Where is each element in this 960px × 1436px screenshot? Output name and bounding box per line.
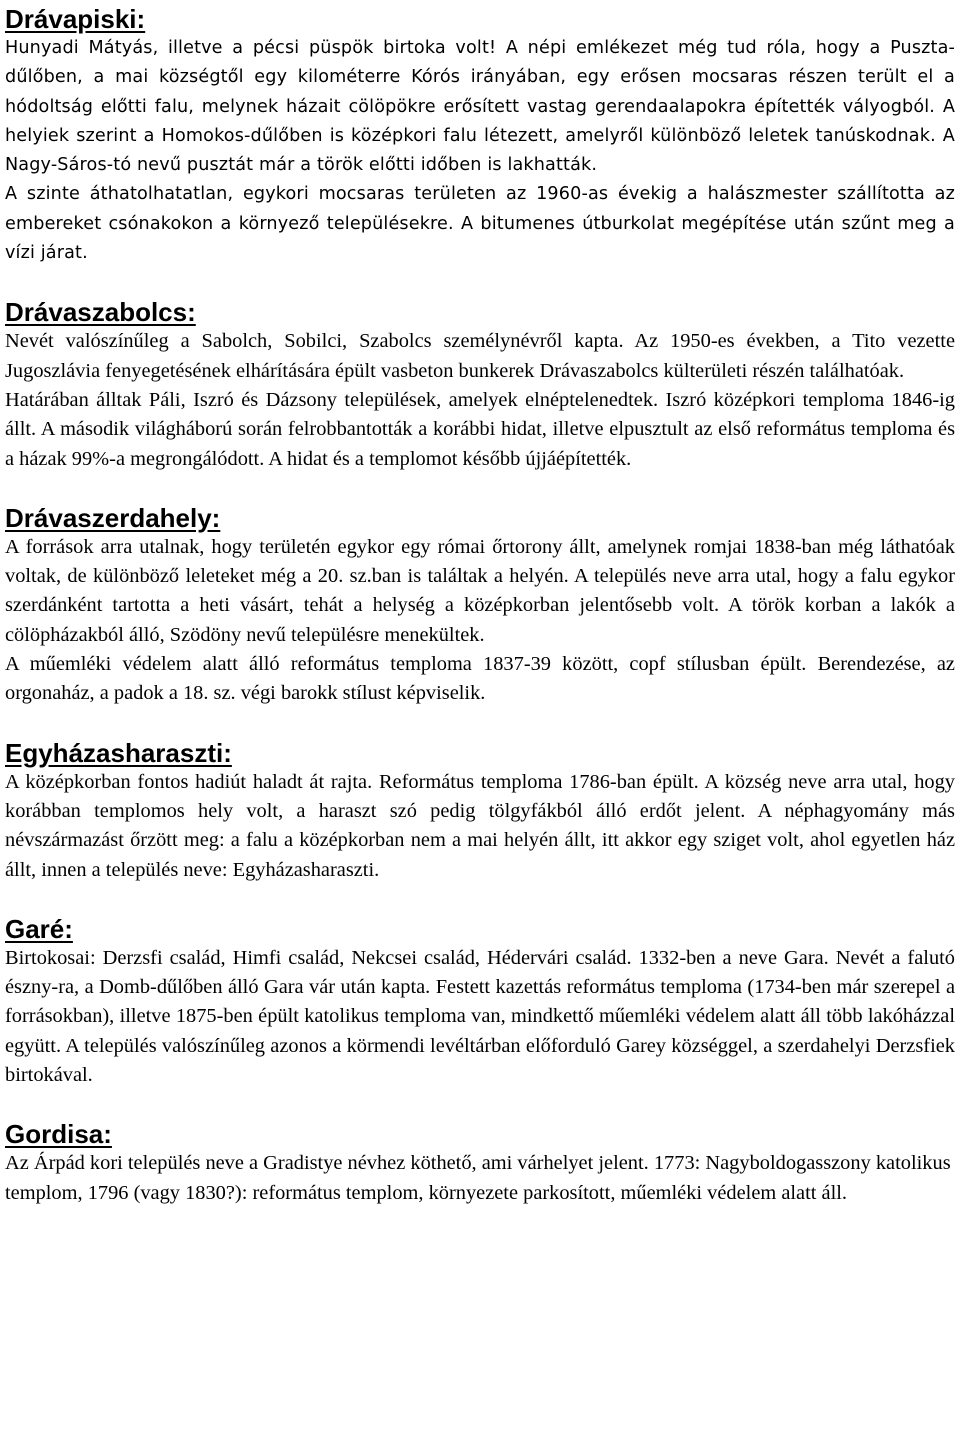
- section-gare: [5, 910, 955, 1090]
- section-paragraph: A középkorban fontos hadiút haladt át rajta. Református temploma 1786-ban épült. A község neve arra utal, hogy korábban templomos hely volt, a haraszt szó pedig tölgyfákból álló erdőt jelent. A néphagyomány más névszármazást őrzött meg: a falu a középkorban nem a mai helyén állt, itt akkor egy sziget volt, ahol egyetlen ház állt, innen a település neve: Egyházasharaszti.: [5, 770, 955, 881]
- section-spacer: [5, 709, 955, 734]
- section-heading: Gordisa:: [5, 1119, 112, 1150]
- section-paragraph: A források arra utalnak, hogy területén egykor egy római őrtorony állt, amelynek romjai 1838-ban még láthatóak voltak, de különböző leleteket még a 20. sz.ban is találtak a helyén. A település neve arra utal, hogy a falu egykor szerdánként tartotta a heti vásárt, tehát a helység a középkorban jelentősebb volt. A török korban a lakók a cölöpházakból álló, Szödöny nevű településre menekültek.: [5, 535, 955, 646]
- section-gordisa: [5, 1115, 955, 1208]
- section-paragraph: Az Árpád kori település neve a Gradistye névhez köthető, ami várhelyet jelent. 1773: Nagyboldogasszony katolikus templom, 1796 (vagy 1830?): református templom, környezete parkosított, műemléki védelem alatt áll.: [5, 1152, 951, 1204]
- section-spacer: [5, 474, 955, 499]
- section-heading: Drávapiski:: [5, 4, 146, 34]
- section-dravapiski: [5, 0, 955, 268]
- section-spacer: [5, 1090, 955, 1115]
- section-dravaszabolcs: [5, 293, 955, 473]
- section-heading: Drávaszabolcs:: [5, 297, 196, 328]
- section-heading: Drávaszerdahely:: [5, 502, 221, 533]
- section-paragraph: A műemléki védelem alatt álló református temploma 1837-39 között, copf stílusban épült. Berendezése, az orgonaház, a padok a 18. sz. végi barokk stílust képviselik.: [5, 653, 955, 705]
- section-spacer: [5, 268, 955, 293]
- section-egyhazasharaszti: [5, 734, 955, 885]
- section-paragraph: Birtokosai: Derzsfi család, Himfi család, Nekcsei család, Hédervári család. 1332-ben a neve Gara. Nevét a falutó észny-ra, a Domb-dűlőben álló Gara vár után kapta. Festett kazettás református temploma (1734-ben már szerepel a forrásokban), illetve 1875-ben épült katolikus temploma van, mindkettő műemléki védelem alatt áll több lakóházzal együtt. A település valószínűleg azonos a körmendi levéltárban előforduló Garey községgel, a szerdahelyi Derzsfiek birtokával.: [5, 946, 955, 1087]
- section-heading: Garé:: [5, 913, 73, 944]
- document-page: [5, 0, 955, 1208]
- section-heading: Egyházasharaszti:: [5, 737, 232, 768]
- section-paragraph: Nevét valószínűleg a Sabolch, Sobilci, Szabolcs személynévről kapta. Az 1950-es években, a Tito vezette Jugoszlávia fenyegetésének elhárítására épült vasbeton bunkerek Drávaszabolcs külterületi részén találhatóak.: [5, 330, 955, 382]
- section-spacer: [5, 885, 955, 910]
- section-paragraph: Hunyadi Mátyás, illetve a pécsi püspök birtoka volt! A népi emlékezet még tud róla, hogy a Puszta-dűlőben, a mai községtől egy kilométerre Kórós irányában, egy erősen mocsaras részen terült el a hódoltság előtti falu, melynek házait cölöpökre erősített vastag gerendaalapokra építették vályogból. A helyiek szerint a Homokos-dűlőben is középkori falu létezett, amelyről különböző leletek tanúskodnak. A Nagy-Sáros-tó nevű pusztát már a török előtti időben is lakhatták.: [5, 38, 955, 176]
- section-dravaszerdahely: [5, 499, 955, 709]
- section-paragraph: Határában álltak Páli, Iszró és Dázsony települések, amelyek elnéptelenedtek. Iszró középkori temploma 1846-ig állt. A második világháború során felrobbantották a korábbi hidat, illetve elpusztult az első református temploma és a házak 99%-a megrongálódott. A hidat és a templomot később újjáépítették.: [5, 388, 955, 470]
- section-paragraph: A szinte áthatolhatatlan, egykori mocsaras területen az 1960-as évekig a halászmester szállította az embereket csónakokon a környező településekre. A bitumenes útburkolat megépítése után szűnt meg a vízi járat.: [5, 184, 955, 264]
